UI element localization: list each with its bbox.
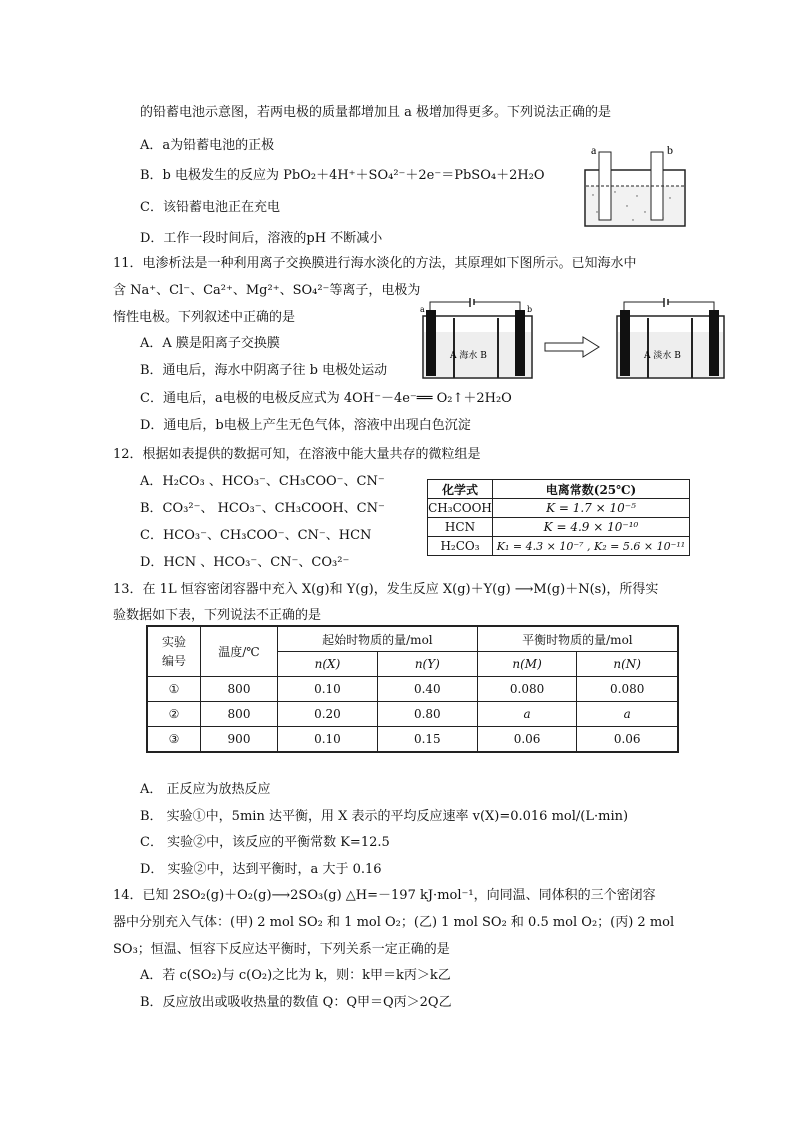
- q11-option-d: D．通电后，b电极上产生无色气体，溶液中出现白色沉淀: [140, 418, 471, 433]
- freshwater-label: A 淡水 B: [644, 351, 681, 361]
- right-arrow-icon: [543, 336, 601, 358]
- table-cell: 0.20: [278, 702, 378, 727]
- table-cell: ③: [147, 727, 201, 753]
- table-cell: ①: [147, 677, 201, 702]
- table-cell: 0.80: [377, 702, 477, 727]
- q11-option-b: B．通电后，海水中阴离子往 b 电极处运动: [140, 363, 388, 378]
- electrode-b-label: b: [667, 143, 673, 157]
- electrodialysis-diagram-left: [420, 298, 535, 383]
- left-b-label: b: [527, 305, 533, 314]
- table-cell: CH₃COOH: [428, 499, 493, 518]
- q12-option-a: A．H₂CO₃ 、HCO₃⁻、CH₃COO⁻、CN⁻: [140, 474, 385, 489]
- q11-option-c: C．通电后，a电极的电极反应式为 4OH⁻－4e⁻══ O₂↑＋2H₂O: [140, 391, 512, 406]
- table-cell: ②: [147, 702, 201, 727]
- table-row: [147, 702, 678, 727]
- table-cell: 0.10: [278, 727, 378, 753]
- q11-option-a: A．A 膜是阳离子交换膜: [140, 336, 280, 351]
- table-cell: 0.15: [377, 727, 477, 753]
- ionization-constants-table: [427, 479, 690, 556]
- q10-option-d: D．工作一段时间后，溶液的pH 不断减小: [140, 231, 383, 246]
- q12-option-c: C．HCO₃⁻、CH₃COO⁻、CN⁻、HCN: [140, 528, 372, 543]
- header-temp: 温度/℃: [201, 626, 278, 677]
- electrodialysis-diagram-right: [612, 298, 727, 383]
- table-cell: 0.080: [577, 677, 678, 702]
- q10-option-c: C．该铅蓄电池正在充电: [140, 200, 280, 215]
- table-cell: K₁ = 4.3 × 10⁻⁷ , K₂ = 5.6 × 10⁻¹¹: [493, 537, 690, 556]
- q10-stem: 的铅蓄电池示意图，若两电极的质量都增加且 a 极增加得更多。下列说法正确的是: [140, 105, 612, 120]
- sub-header: n(M): [477, 652, 577, 677]
- q14-option-a: A．若 c(SO₂)与 c(O₂)之比为 k，则：k甲＝k丙＞k乙: [140, 968, 451, 983]
- q14-stem-3: SO₃；恒温、恒容下反应达平衡时，下列关系一定正确的是: [113, 942, 450, 957]
- q10-option-b: B．b 电极发生的反应为 PbO₂＋4H⁺＋SO₄²⁻＋2e⁻＝PbSO₄＋2H₂O: [140, 168, 545, 183]
- q14-stem-1: 14．已知 2SO₂(g)＋O₂(g)⟶2SO₃(g) △H=－197 kJ·mol⁻¹，向同温、同体积的三个密闭容: [113, 888, 656, 903]
- table-cell: H₂CO₃: [428, 537, 493, 556]
- header-exp-2: 编号: [161, 653, 186, 668]
- q11-stem-2: 含 Na⁺、Cl⁻、Ca²⁺、Mg²⁺、SO₄²⁻等离子，电极为: [113, 283, 421, 298]
- q13-option-a: A． 正反应为放热反应: [140, 782, 271, 797]
- table-cell: HCN: [428, 518, 493, 537]
- sub-header: n(N): [577, 652, 678, 677]
- table-cell: 900: [201, 727, 278, 753]
- table-cell: 800: [201, 677, 278, 702]
- table-cell: K = 4.9 × 10⁻¹⁰: [493, 518, 690, 537]
- header-exp-1: 实验: [161, 634, 186, 649]
- q14-stem-2: 器中分别充入气体：(甲) 2 mol SO₂ 和 1 mol O₂；(乙) 1 mol SO₂ 和 0.5 mol O₂；(丙) 2 mol: [113, 915, 675, 930]
- table-row: [147, 677, 678, 702]
- q10-option-a: A．a为铅蓄电池的正极: [140, 138, 275, 153]
- table-cell: 0.10: [278, 677, 378, 702]
- q14-option-b: B．反应放出或吸收热量的数值 Q：Q甲＝Q丙＞2Q乙: [140, 995, 452, 1010]
- table-header: 电离常数(25℃): [493, 480, 690, 499]
- sub-header: n(Y): [377, 652, 477, 677]
- header-eq: 平衡时物质的量/mol: [477, 626, 678, 652]
- q11-stem-1: 11．电渗析法是一种利用离子交换膜进行海水淡化的方法，其原理如下图所示。已知海水中: [113, 256, 637, 271]
- seawater-label: A 海水 B: [450, 351, 487, 361]
- table-cell: K = 1.7 × 10⁻⁵: [493, 499, 690, 518]
- left-a-label: a: [420, 305, 425, 314]
- table-header: 化学式: [428, 480, 493, 499]
- table-cell: a: [477, 702, 577, 727]
- q11-stem-3: 惰性电极。下列叙述中正确的是: [113, 310, 296, 325]
- sub-header: n(X): [278, 652, 378, 677]
- table-cell: 800: [201, 702, 278, 727]
- experiment-data-table: [146, 625, 679, 753]
- q13-option-c: C． 实验②中，该反应的平衡常数 K=12.5: [140, 835, 390, 850]
- header-start: 起始时物质的量/mol: [278, 626, 478, 652]
- q13-option-d: D． 实验②中，达到平衡时，a 大于 0.16: [140, 862, 382, 877]
- electrode-a-label: a: [591, 143, 597, 157]
- table-cell: 0.080: [477, 677, 577, 702]
- q13-option-b: B． 实验①中，5min 达平衡，用 X 表示的平均反应速率 v(X)=0.016 mol/(L·min): [140, 809, 629, 824]
- table-cell: 0.40: [377, 677, 477, 702]
- table-cell: a: [577, 702, 678, 727]
- q12-option-d: D．HCN 、HCO₃⁻、CN⁻、CO₃²⁻: [140, 555, 350, 570]
- table-row: [147, 727, 678, 753]
- table-cell: 0.06: [477, 727, 577, 753]
- lead-battery-diagram: [575, 140, 695, 230]
- q13-stem-2: 验数据如下表，下列说法不正确的是: [113, 608, 322, 623]
- q13-stem-1: 13．在 1L 恒容密闭容器中充入 X(g)和 Y(g)，发生反应 X(g)＋Y(g) ⟶M(g)＋N(s)，所得实: [113, 582, 659, 597]
- table-cell: 0.06: [577, 727, 678, 753]
- q12-option-b: B．CO₃²⁻、 HCO₃⁻、CH₃COOH、CN⁻: [140, 501, 385, 516]
- q12-stem: 12．根据如表提供的数据可知，在溶液中能大量共存的微粒组是: [113, 447, 481, 462]
